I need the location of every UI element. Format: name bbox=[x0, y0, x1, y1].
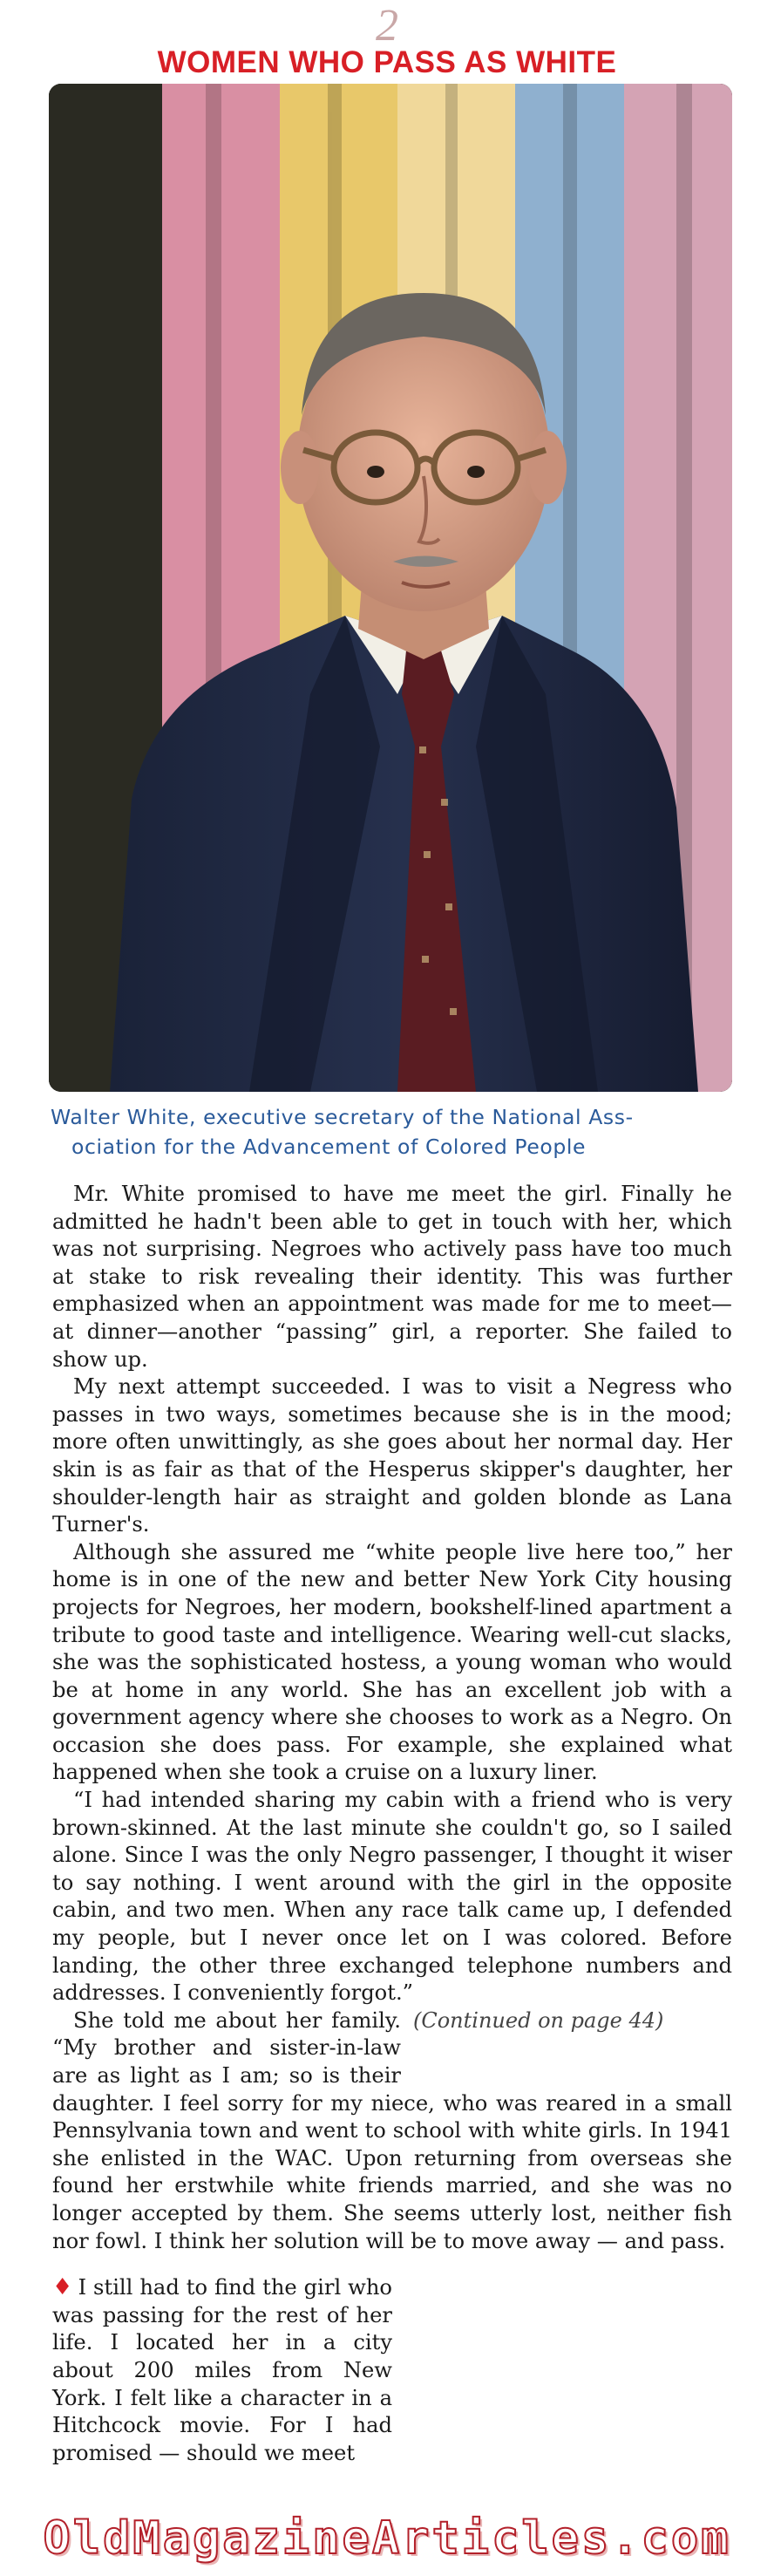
article-paragraph: Although she assured me “white people live here too,” her home is in one of the new and better New York City housing projects for Negroes, her modern, bookshelf-lined apartment a tribute to good taste and intelligence. Wearing well-cut slacks, she was the sophisticated hostess, a young woman who would be at home in any world. She has an excellent job with a government agency where she chooses to work as a Negro. On occasion she does pass. For example, she explained what happened when she took a cruise on a luxury liner. bbox=[52, 1539, 732, 1785]
photo-caption bbox=[51, 1102, 739, 1162]
page-number: 2 bbox=[376, 1, 398, 51]
continued-note: (Continued on page 44) bbox=[413, 2007, 664, 2033]
caption-line-1: Walter White, executive secretary of the National Ass- bbox=[51, 1105, 634, 1129]
article-paragraph: She told me about her family. “My brother and sister-in-law are as light as I am; so is their daughter. I feel sorry for my niece, who was reared in a small Pennsylvania town and went to school with white girls. In 1941 she enlisted in the WAC. Upon returning from overseas she found her erstwhile white friends married, and she was no longer accepted by them. She seems utterly lost, neither fish nor fowl. I think her solution will be to move away — and pass. bbox=[52, 2007, 732, 2253]
final-column bbox=[52, 2274, 392, 2467]
portrait-illustration bbox=[49, 84, 732, 1092]
article-paragraph: My next attempt succeeded. I was to visit a Negress who passes in two ways, sometimes because she is in the mood; more often unwittingly, as she goes about her normal day. Her skin is as fair as that of the Hesperus skipper's daughter, her shoulder-length hair as straight and golden blonde as Lana Turner's. bbox=[52, 1374, 732, 1537]
article-paragraph: Mr. White promised to have me meet the girl. Finally he admitted he hadn't been able to get in touch with her, which was not surprising. Negroes who actively pass have too much at stake to risk revealing their identity. This was further emphasized when an appointment was made for me to meet—at dinner—another “passing” girl, a reporter. She failed to show up. bbox=[52, 1182, 732, 1372]
final-paragraph-text: I still had to find the girl who was passing for the rest of her life. I located her in a city about 200 miles from New York. I felt like a character in a Hitchcock movie. For I had promised — should we meet bbox=[52, 2275, 392, 2465]
article-body bbox=[52, 1181, 732, 2467]
portrait-photo bbox=[49, 84, 732, 1092]
final-paragraph bbox=[52, 2274, 392, 2467]
site-watermark: OldMagazineArticles.com bbox=[0, 2501, 774, 2576]
article-paragraph: “I had intended sharing my cabin with a friend who is very brown-skinned. At the last minute she couldn't go, so I sailed alone. Since I was the only Negro passenger, I thought it wiser to say nothing. I went around with the girl in the opposite cabin, and two men. When any race talk came up, I defended my people, but I never once let on I was colored. Before landing, the other three exchanged telephone numbers and addresses. I conveniently forgot.” bbox=[52, 1788, 732, 2006]
paragraph-spacer bbox=[52, 2255, 732, 2274]
article-headline: WOMEN WHO PASS AS WHITE bbox=[157, 45, 617, 79]
diamond-bullet-icon: ♦ bbox=[52, 2274, 73, 2301]
caption-line-2: ociation for the Advancement of Colored People bbox=[71, 1135, 587, 1159]
